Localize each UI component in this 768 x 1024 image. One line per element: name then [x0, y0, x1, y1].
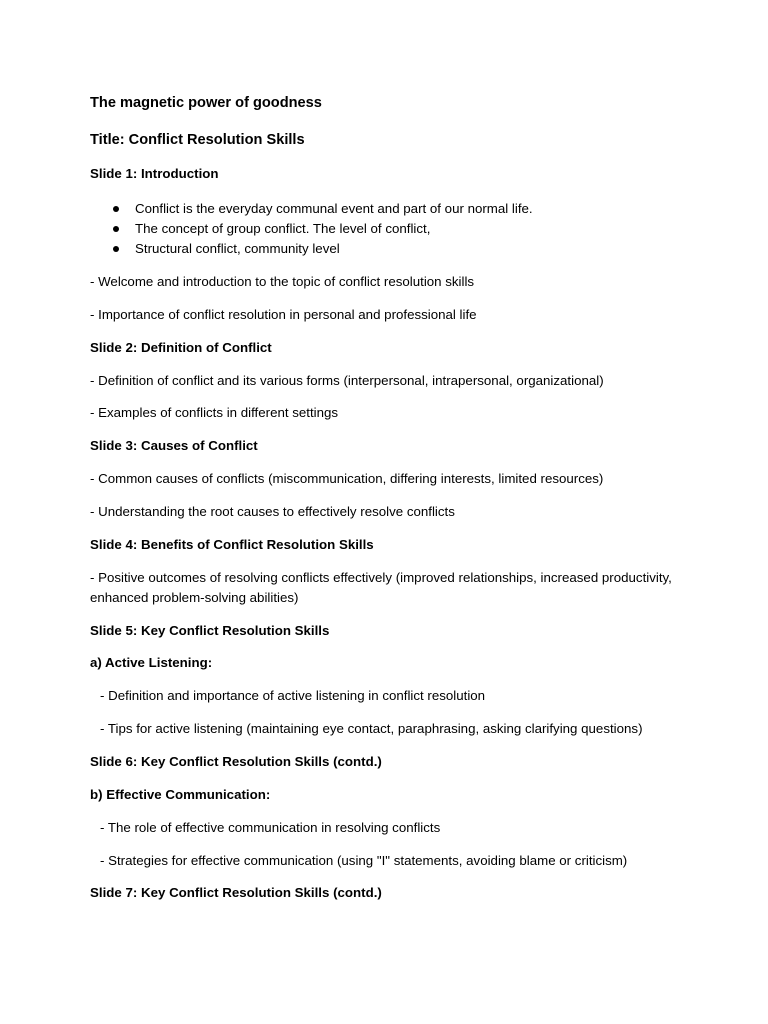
body-line: - Strategies for effective communication (using "I" statements, avoiding blame or criticism) — [100, 853, 628, 868]
slide-3-heading: Slide 3: Causes of Conflict — [90, 438, 258, 453]
bullet-item — [112, 239, 533, 259]
body-line: - Welcome and introduction to the topic of conflict resolution skills — [90, 274, 475, 289]
bullet-text: The concept of group conflict. The level of conflict, — [135, 221, 431, 236]
slide-5-heading: Slide 5: Key Conflict Resolution Skills — [90, 623, 330, 638]
bullet-text: Structural conflict, community level — [135, 241, 340, 256]
document-title: Title: Conflict Resolution Skills — [90, 132, 305, 148]
bullet-icon — [113, 206, 119, 212]
slide-2-heading: Slide 2: Definition of Conflict — [90, 340, 272, 355]
slide-1-bullet-list — [112, 199, 533, 259]
body-line: - The role of effective communication in resolving conflicts — [100, 820, 441, 835]
bullet-text: Conflict is the everyday communal event and part of our normal life. — [135, 201, 533, 216]
slide-5-subheading: a) Active Listening: — [90, 655, 213, 670]
bullet-icon — [113, 246, 119, 252]
bullet-item — [112, 199, 533, 219]
body-line: - Tips for active listening (maintaining eye contact, paraphrasing, asking clarifying questions) — [100, 721, 643, 736]
body-line: - Definition and importance of active listening in conflict resolution — [100, 688, 486, 703]
body-line: - Importance of conflict resolution in personal and professional life — [90, 307, 477, 322]
bullet-item — [112, 219, 533, 239]
body-line: - Positive outcomes of resolving conflicts effectively (improved relationships, increased productivity, — [90, 570, 672, 585]
slide-6-heading: Slide 6: Key Conflict Resolution Skills (contd.) — [90, 754, 382, 769]
body-line: - Understanding the root causes to effectively resolve conflicts — [90, 504, 455, 519]
slide-6-subheading: b) Effective Communication: — [90, 787, 271, 802]
slide-1-heading: Slide 1: Introduction — [90, 166, 219, 181]
bullet-icon — [113, 226, 119, 232]
body-line: - Examples of conflicts in different settings — [90, 405, 339, 420]
document-header: The magnetic power of goodness — [90, 95, 322, 111]
slide-4-heading: Slide 4: Benefits of Conflict Resolution Skills — [90, 537, 374, 552]
body-line: enhanced problem-solving abilities) — [90, 590, 299, 605]
body-line: - Definition of conflict and its various forms (interpersonal, intrapersonal, organizational) — [90, 373, 604, 388]
body-line: - Common causes of conflicts (miscommunication, differing interests, limited resources) — [90, 471, 604, 486]
slide-7-heading: Slide 7: Key Conflict Resolution Skills (contd.) — [90, 885, 382, 900]
